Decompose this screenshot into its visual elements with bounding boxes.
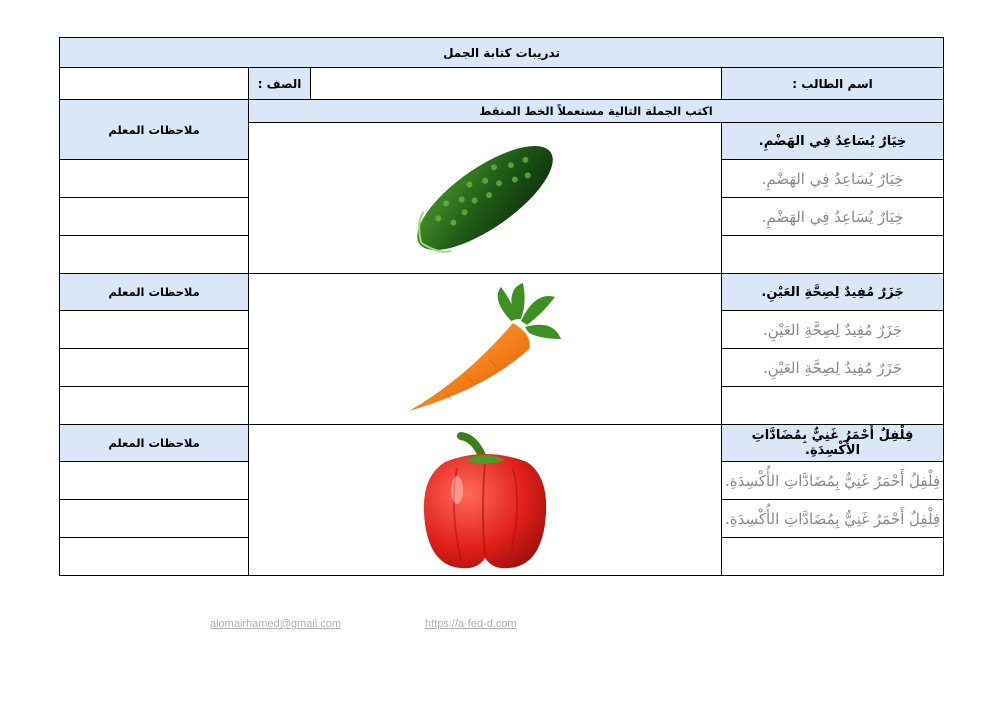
student-name-field[interactable] — [311, 68, 722, 100]
class-field[interactable] — [60, 68, 249, 100]
teacher-notes-field[interactable] — [60, 198, 249, 236]
trace-line: فِلْفِلٌ أَحْمَرُ غَنِيٌّ بِمُضَادَّاتِ الأُكْسِدَةِ. — [722, 500, 944, 538]
teacher-notes-field[interactable] — [60, 160, 249, 198]
teacher-notes-field[interactable] — [60, 387, 249, 425]
bell-pepper-image — [405, 428, 565, 573]
footer-email-link[interactable]: alomairhamed@gmail.com — [210, 618, 341, 630]
teacher-notes-header: ملاحظات المعلم — [60, 100, 249, 160]
teacher-notes-field[interactable] — [60, 538, 249, 576]
image-cell — [249, 274, 722, 425]
image-cell — [249, 425, 722, 576]
writing-line[interactable] — [722, 538, 944, 576]
trace-line: خِيَارٌ يُسَاعِدُ فِي الهَضْمِ. — [722, 198, 944, 236]
trace-line: جَزَرٌ مُفِيدٌ لِصِحَّةِ العَيْنِ. — [722, 311, 944, 349]
trace-line: خِيَارٌ يُسَاعِدُ فِي الهَضْمِ. — [722, 160, 944, 198]
writing-line[interactable] — [722, 236, 944, 274]
instruction: اكتب الجملة التالية مستعملاً الخط المنقط — [249, 100, 944, 123]
class-label: الصف : — [249, 68, 311, 100]
teacher-notes-header: ملاحظات المعلم — [60, 425, 249, 462]
student-name-label: اسم الطالب : — [722, 68, 944, 100]
footer-website-link[interactable]: https://a-fed-d.com — [425, 618, 517, 630]
teacher-notes-field[interactable] — [60, 311, 249, 349]
teacher-notes-field[interactable] — [60, 500, 249, 538]
sentence-header: خِيَارٌ يُسَاعِدُ فِي الهَضْمِ. — [722, 123, 944, 160]
teacher-notes-field[interactable] — [60, 236, 249, 274]
writing-line[interactable] — [722, 387, 944, 425]
teacher-notes-field[interactable] — [60, 349, 249, 387]
cucumber-image — [405, 128, 565, 268]
worksheet-title: تدريبات كتابة الجمل — [60, 38, 944, 68]
teacher-notes-field[interactable] — [60, 462, 249, 500]
carrot-image — [405, 279, 565, 419]
trace-line: فِلْفِلٌ أَحْمَرُ غَنِيٌّ بِمُضَادَّاتِ الأُكْسِدَةِ. — [722, 462, 944, 500]
sentence-header: فِلْفِلٌ أَحْمَرُ غَنِيٌّ بِمُضَادَّاتِ الأُكْسِدَةِ. — [722, 425, 944, 462]
worksheet-table — [59, 37, 944, 576]
sentence-header: جَزَرٌ مُفِيدٌ لِصِحَّةِ العَيْنِ. — [722, 274, 944, 311]
image-cell — [249, 123, 722, 274]
trace-line: جَزَرٌ مُفِيدٌ لِصِحَّةِ العَيْنِ. — [722, 349, 944, 387]
worksheet — [59, 37, 943, 583]
teacher-notes-header: ملاحظات المعلم — [60, 274, 249, 311]
